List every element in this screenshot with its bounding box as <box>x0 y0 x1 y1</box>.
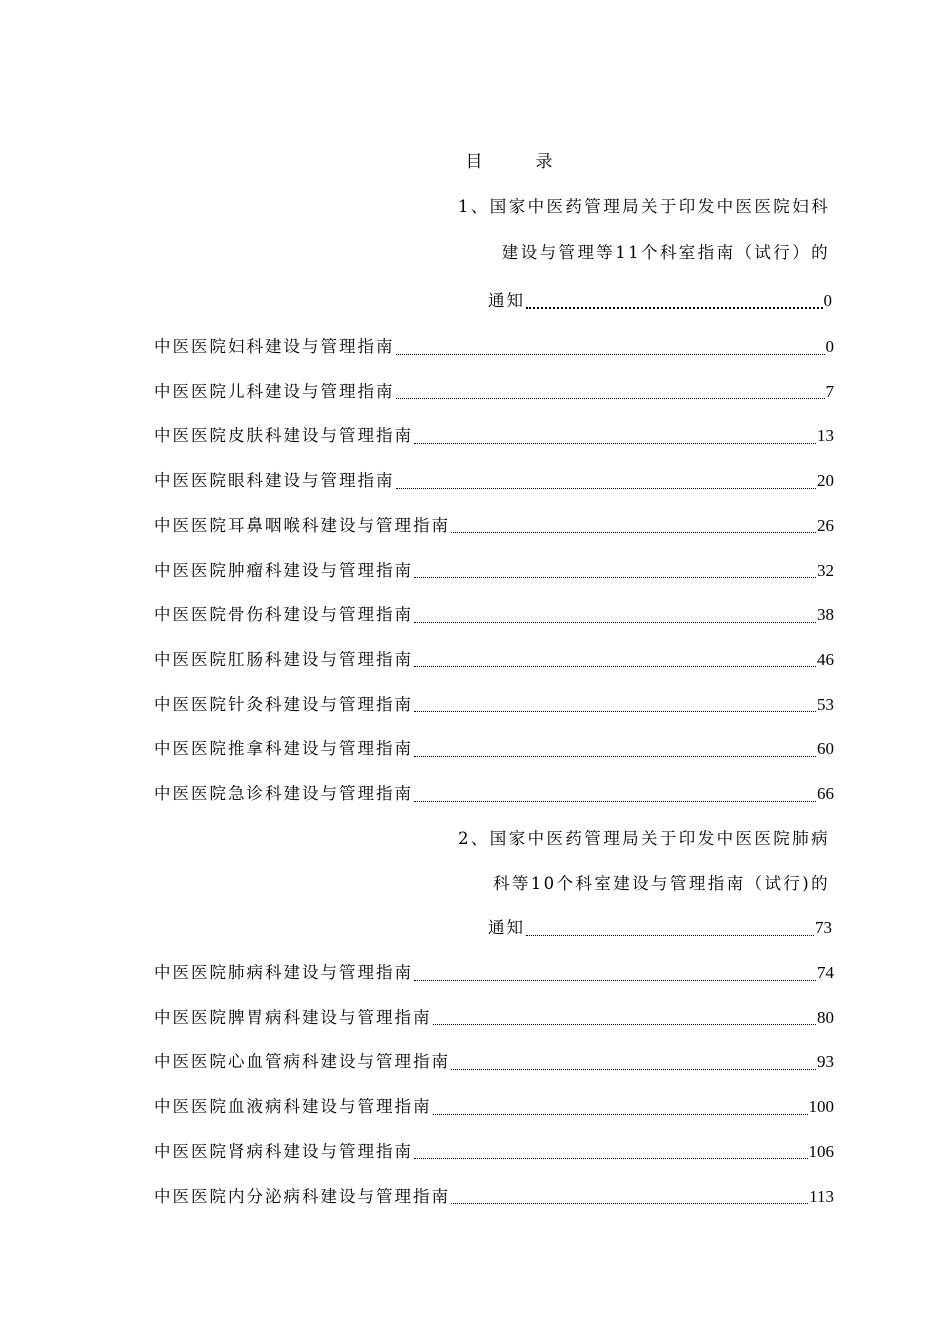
leader-dots <box>396 354 825 355</box>
toc-entry-page: 38 <box>817 605 834 625</box>
leader-dots <box>433 1024 817 1025</box>
leader-dots <box>396 488 817 489</box>
toc-entry-text: 中医医院肾病科建设与管理指南 <box>154 1141 413 1161</box>
toc-entry-text: 中医医院耳鼻咽喉科建设与管理指南 <box>154 515 450 535</box>
toc-entry-text: 中医医院血液病科建设与管理指南 <box>154 1097 432 1117</box>
toc-entry[interactable] <box>154 1140 834 1164</box>
toc-entry-page: 60 <box>817 739 834 759</box>
toc-title: 目 录 <box>465 152 571 172</box>
toc-entry-text: 中医医院心血管病科建设与管理指南 <box>154 1052 450 1072</box>
toc-entry[interactable] <box>154 782 834 806</box>
leader-dots <box>414 801 816 802</box>
toc-entry-text: 中医医院针灸科建设与管理指南 <box>154 694 413 714</box>
leader-dots <box>526 935 814 936</box>
toc-entry-text: 中医医院儿科建设与管理指南 <box>154 381 395 401</box>
toc-entry-page: 73 <box>815 918 832 937</box>
toc-entry-text: 通知 <box>488 918 525 937</box>
toc-entry[interactable] <box>154 1095 834 1119</box>
leader-dots <box>396 398 825 399</box>
toc-entry-page: 20 <box>817 471 834 491</box>
toc-entry[interactable] <box>154 1185 834 1209</box>
section2-heading-line2: 科等10个科室建设与管理指南（试行)的 <box>492 874 830 893</box>
toc-entry-text: 中医医院脾胃病科建设与管理指南 <box>154 1007 432 1027</box>
toc-entry-page: 0 <box>825 337 834 356</box>
leader-dots <box>414 756 816 757</box>
leader-dots <box>451 1203 808 1204</box>
leader-dots <box>433 1114 808 1115</box>
toc-entry-text: 中医医院皮肤科建设与管理指南 <box>154 426 413 446</box>
toc-entry-text: 中医医院推拿科建设与管理指南 <box>154 739 413 759</box>
toc-entry-page: 113 <box>809 1186 834 1206</box>
leader-dots <box>414 577 816 578</box>
toc-entry[interactable] <box>154 469 834 493</box>
toc-entry-page: 32 <box>817 560 834 580</box>
toc-entry-text: 通知 <box>488 291 525 310</box>
toc-entry[interactable] <box>154 961 834 985</box>
toc-entry[interactable] <box>154 737 834 761</box>
toc-entry-page: 13 <box>817 426 834 446</box>
toc-entry[interactable] <box>154 648 834 672</box>
toc-entry-page: 26 <box>817 515 834 535</box>
leader-dots <box>414 980 816 981</box>
toc-entry[interactable] <box>154 559 834 583</box>
toc-entry-text: 中医医院肿瘤科建设与管理指南 <box>154 560 413 580</box>
toc-entry-section1-notice[interactable] <box>488 289 832 313</box>
toc-entry-page: 106 <box>808 1141 834 1161</box>
toc-entry-section2-notice[interactable] <box>488 916 832 940</box>
leader-dots <box>451 1069 816 1070</box>
toc-entry-page: 7 <box>825 381 834 401</box>
toc-entry[interactable] <box>154 424 834 448</box>
section1-heading-line1: 1、国家中医药管理局关于印发中医医院妇科 <box>458 197 830 216</box>
toc-entry-text: 中医医院骨伤科建设与管理指南 <box>154 605 413 625</box>
toc-entry-text: 中医医院妇科建设与管理指南 <box>154 337 395 356</box>
toc-entry-text: 中医医院肺病科建设与管理指南 <box>154 963 413 982</box>
toc-entry-page: 46 <box>817 649 834 669</box>
toc-entry-text: 中医医院内分泌病科建设与管理指南 <box>154 1186 450 1206</box>
toc-entry[interactable] <box>154 1006 834 1030</box>
toc-entry-page: 53 <box>817 694 834 714</box>
toc-entry-text: 中医医院肛肠科建设与管理指南 <box>154 649 413 669</box>
leader-dots <box>451 532 816 533</box>
leader-dots <box>414 443 816 444</box>
toc-entry[interactable] <box>154 1050 834 1074</box>
section2-heading-line1: 2、国家中医药管理局关于印发中医医院肺病 <box>458 829 830 848</box>
toc-entry[interactable] <box>154 380 834 404</box>
toc-entry[interactable] <box>154 693 834 717</box>
toc-entry[interactable] <box>154 335 834 359</box>
toc-entry-page: 74 <box>817 963 834 982</box>
toc-entry[interactable] <box>154 514 834 538</box>
toc-entry-page: 100 <box>808 1097 834 1117</box>
section1-heading-line2: 建设与管理等11个科室指南（试行）的 <box>501 243 830 262</box>
toc-entry-text: 中医医院眼科建设与管理指南 <box>154 471 395 491</box>
toc-entry-text: 中医医院急诊科建设与管理指南 <box>154 784 413 803</box>
leader-dots <box>414 711 816 712</box>
toc-entry-page: 80 <box>817 1007 834 1027</box>
toc-entry-page: 93 <box>817 1052 834 1072</box>
leader-dots <box>526 307 823 309</box>
leader-dots <box>414 666 816 667</box>
leader-dots <box>414 1158 808 1159</box>
leader-dots <box>414 622 816 623</box>
toc-entry-page: 0 <box>823 291 832 310</box>
toc-entry-page: 66 <box>817 784 834 803</box>
toc-entry[interactable] <box>154 603 834 627</box>
